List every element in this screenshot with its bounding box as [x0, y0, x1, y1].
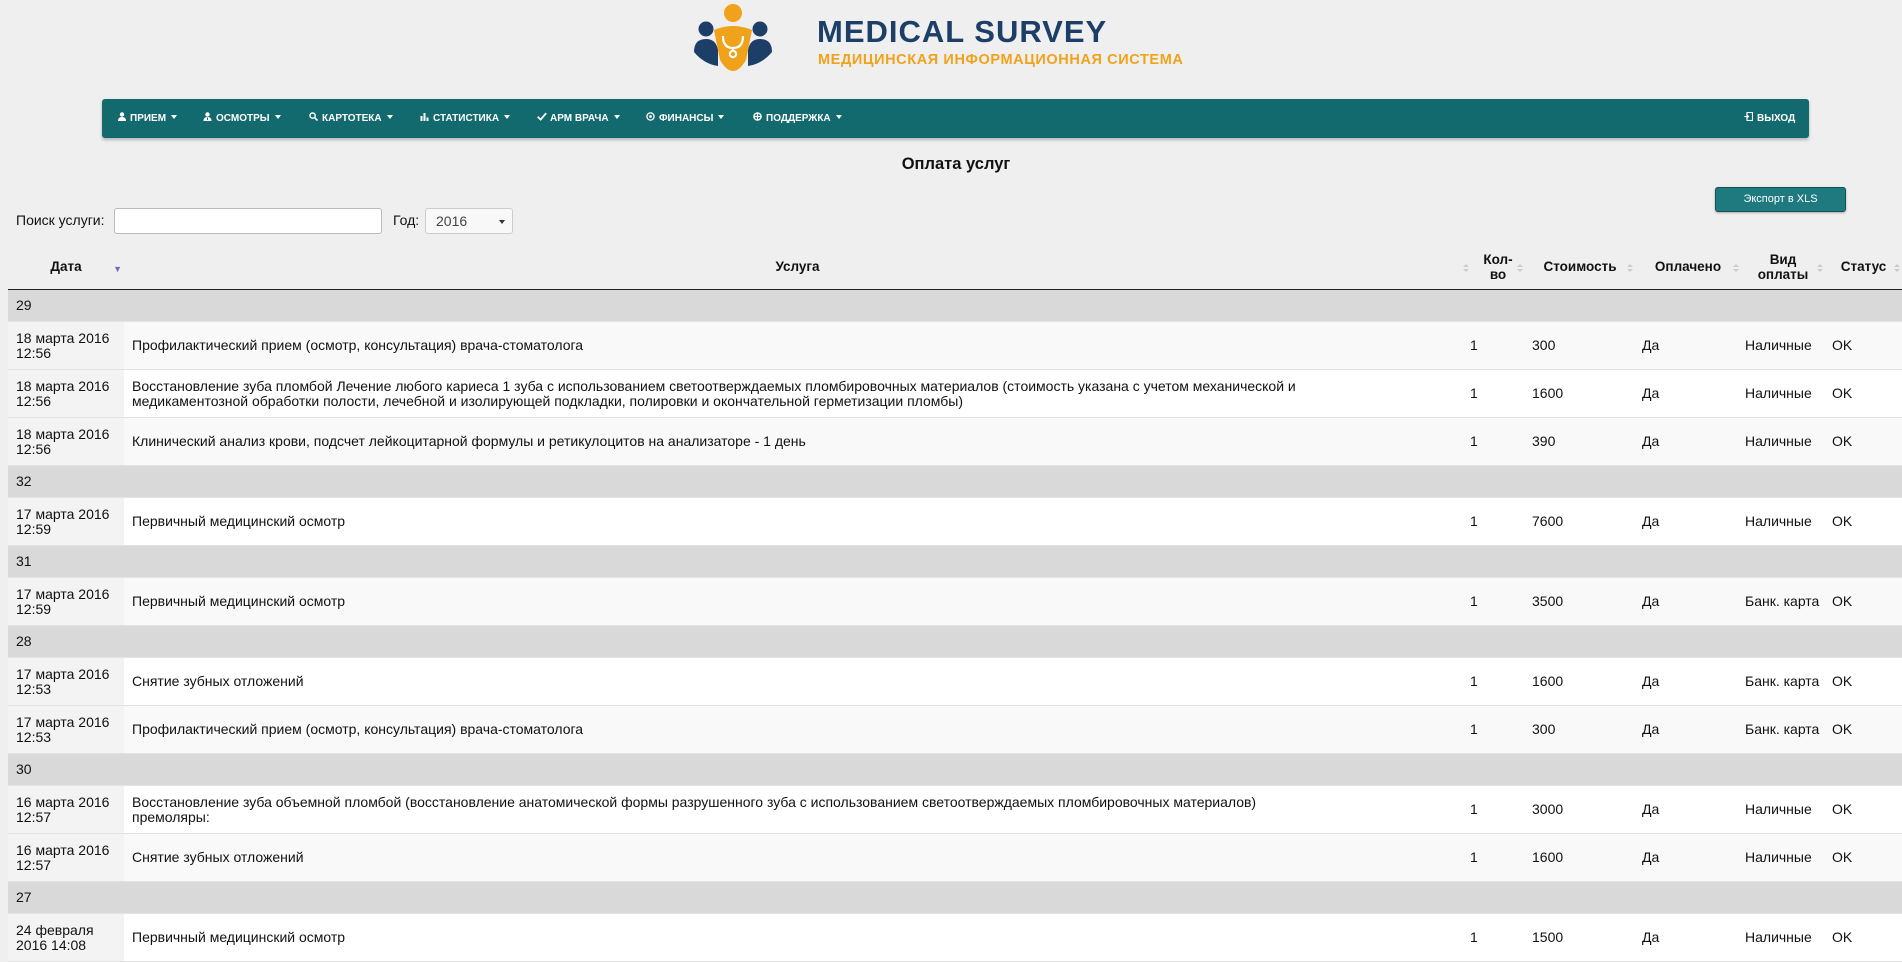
- cell-payment-type: Наличные: [1745, 849, 1812, 865]
- cell-service: Первичный медицинский осмотр: [132, 513, 346, 529]
- cell-service: Снятие зубных отложений: [132, 673, 304, 689]
- cell-service: Профилактический прием (осмотр, консультация) врача-стоматолога: [132, 337, 584, 353]
- cell-status: OK: [1832, 721, 1853, 737]
- search-icon: [308, 99, 319, 138]
- cell-date: 17 марта 2016 12:59: [8, 578, 124, 625]
- cell-paid: Да: [1642, 513, 1660, 529]
- group-row: 31: [8, 546, 1902, 578]
- search-label: Поиск услуги:: [16, 212, 105, 228]
- cell-date: 16 марта 2016 12:57: [8, 786, 124, 833]
- cell-payment-type: Банк. карта: [1745, 593, 1820, 609]
- logout-label: ВЫХОД: [1757, 113, 1796, 124]
- col-header-paid[interactable]: [1635, 244, 1741, 289]
- cell-status: OK: [1832, 801, 1853, 817]
- check-icon: [536, 99, 547, 138]
- cell-date: 17 марта 2016 12:53: [8, 706, 124, 753]
- page-title: Оплата услуг: [901, 155, 1011, 173]
- cell-paid: Да: [1642, 385, 1660, 401]
- cell-cost: 7600: [1532, 513, 1564, 529]
- nav-item-statistika[interactable]: [419, 99, 510, 138]
- table-row[interactable]: [8, 706, 1902, 754]
- cell-status: OK: [1832, 433, 1853, 449]
- cell-qty: 1: [1470, 721, 1478, 737]
- cell-service: Профилактический прием (осмотр, консультация) врача-стоматолога: [132, 721, 584, 737]
- cell-paid: Да: [1642, 337, 1660, 353]
- caret-down-icon: [718, 115, 724, 119]
- cell-date: 16 марта 2016 12:57: [8, 834, 124, 881]
- nav-item-priem[interactable]: [116, 99, 177, 138]
- cell-date: 17 марта 2016 12:59: [8, 498, 124, 545]
- service-search-input[interactable]: [114, 208, 382, 234]
- cell-payment-type: Банк. карта: [1745, 721, 1820, 737]
- col-header-cost[interactable]: [1525, 244, 1635, 289]
- nav-item-finansy[interactable]: [645, 99, 724, 138]
- col-header-status[interactable]: [1825, 244, 1902, 289]
- year-select[interactable]: [425, 208, 513, 234]
- cell-paid: Да: [1642, 801, 1660, 817]
- col-header-qty[interactable]: [1471, 244, 1525, 289]
- cell-qty: 1: [1470, 929, 1478, 945]
- cell-qty: 1: [1470, 801, 1478, 817]
- cell-service: Снятие зубных отложений: [132, 849, 304, 865]
- payments-table: [8, 244, 1902, 962]
- nav-label: КАРТОТЕКА: [322, 113, 382, 124]
- col-header-label: Стоимость: [1543, 259, 1617, 274]
- sort-desc-icon: ▼: [113, 264, 122, 274]
- nav-label: ПОДДЕРЖКА: [766, 113, 831, 124]
- doctor-icon: [202, 99, 213, 138]
- cell-qty: 1: [1470, 337, 1478, 353]
- cell-cost: 1500: [1532, 929, 1564, 945]
- main-navbar: [102, 99, 1809, 138]
- cell-date: 18 марта 2016 12:56: [8, 370, 124, 417]
- cell-paid: Да: [1642, 721, 1660, 737]
- cell-paid: Да: [1642, 673, 1660, 689]
- table-row[interactable]: [8, 914, 1902, 962]
- table-row[interactable]: [8, 578, 1902, 626]
- cell-paid: Да: [1642, 849, 1660, 865]
- table-row[interactable]: [8, 658, 1902, 706]
- cell-payment-type: Наличные: [1745, 513, 1812, 529]
- nav-item-podderzhka[interactable]: [752, 99, 842, 138]
- col-header-date[interactable]: [8, 244, 124, 289]
- group-row: 27: [8, 882, 1902, 914]
- caret-down-icon: [275, 115, 281, 119]
- user-icon: [116, 99, 127, 138]
- table-row[interactable]: [8, 834, 1902, 882]
- cell-status: OK: [1832, 849, 1853, 865]
- table-body: [8, 290, 1902, 962]
- cell-status: OK: [1832, 673, 1853, 689]
- group-row: 30: [8, 754, 1902, 786]
- lifebuoy-icon: [752, 99, 763, 138]
- cell-qty: 1: [1470, 385, 1478, 401]
- cell-status: OK: [1832, 385, 1853, 401]
- cell-status: OK: [1832, 593, 1853, 609]
- sort-icon: [1517, 264, 1523, 273]
- cell-service: Первичный медицинский осмотр: [132, 929, 346, 945]
- cell-service: Первичный медицинский осмотр: [132, 593, 346, 609]
- year-select-value: 2016: [436, 213, 468, 229]
- col-header-service[interactable]: [124, 244, 1471, 289]
- caret-down-icon: [387, 115, 393, 119]
- cell-payment-type: Наличные: [1745, 385, 1812, 401]
- cell-cost: 300: [1532, 337, 1556, 353]
- cell-payment-type: Наличные: [1745, 433, 1812, 449]
- cell-service: Восстановление зуба пломбой Лечение любого кариеса 1 зуба с использованием светоотверждаемых пломбировочных материалов (стоимость указана с учетом механической и медикаментозной обработки полости, лечебной и изолирующей подкладки, полировки и окончательной герметизации пломбы): [132, 377, 1296, 409]
- sort-icon: [1817, 264, 1823, 273]
- table-row[interactable]: [8, 498, 1902, 546]
- cell-cost: 390: [1532, 433, 1556, 449]
- cell-cost: 1600: [1532, 849, 1564, 865]
- caret-down-icon: [171, 115, 177, 119]
- cell-status: OK: [1832, 929, 1853, 945]
- table-row[interactable]: [8, 786, 1902, 834]
- year-label: Год:: [393, 212, 420, 228]
- col-header-label: Дата: [50, 259, 82, 274]
- cell-status: OK: [1832, 337, 1853, 353]
- medical-logo-icon: [692, 2, 774, 80]
- logout-icon: [1743, 99, 1754, 138]
- nav-label: ОСМОТРЫ: [216, 113, 270, 124]
- nav-label: ФИНАНСЫ: [659, 113, 714, 124]
- brand-name: MEDICAL SURVEY: [817, 14, 1108, 49]
- cell-service: Восстановление зуба объемной пломбой (восстановление анатомической формы разрушенного зуба с использованием светоотверждаемых пломбировочных материалов) премоляры:: [132, 793, 1257, 825]
- cell-service: Клинический анализ крови, подсчет лейкоцитарной формулы и ретикулоцитов на анализаторе - 1 день: [132, 433, 806, 449]
- cell-payment-type: Наличные: [1745, 801, 1812, 817]
- cell-payment-type: Наличные: [1745, 337, 1812, 353]
- cell-qty: 1: [1470, 673, 1478, 689]
- group-row: 29: [8, 290, 1902, 322]
- caret-down-icon: [614, 115, 620, 119]
- cell-date: 17 марта 2016 12:53: [8, 658, 124, 705]
- col-header-label: Оплачено: [1654, 259, 1722, 274]
- cell-cost: 300: [1532, 721, 1556, 737]
- nav-item-osmotry[interactable]: [202, 99, 281, 138]
- col-header-label: Вид оплаты: [1757, 251, 1809, 282]
- table-row[interactable]: [8, 370, 1902, 418]
- cell-status: OK: [1832, 513, 1853, 529]
- cell-date: 18 марта 2016 12:56: [8, 322, 124, 369]
- cell-cost: 3500: [1532, 593, 1564, 609]
- brand-tagline: МЕДИЦИНСКАЯ ИНФОРМАЦИОННАЯ СИСТЕМА: [818, 52, 1184, 68]
- col-header-label: Услуга: [775, 259, 820, 274]
- col-header-label: Кол-во: [1483, 251, 1513, 282]
- caret-down-icon: [836, 115, 842, 119]
- nav-item-arm-vracha[interactable]: [536, 99, 620, 138]
- site-logo[interactable]: [692, 2, 1232, 82]
- nav-item-kartoteka[interactable]: [308, 99, 393, 138]
- cell-paid: Да: [1642, 593, 1660, 609]
- select-arrow-icon: [499, 220, 505, 224]
- sort-icon: [1733, 264, 1739, 273]
- cell-payment-type: Банк. карта: [1745, 673, 1820, 689]
- cell-payment-type: Наличные: [1745, 929, 1812, 945]
- table-row[interactable]: [8, 418, 1902, 466]
- cell-paid: Да: [1642, 929, 1660, 945]
- col-header-payment-type[interactable]: [1741, 244, 1825, 289]
- sort-icon: [1463, 264, 1469, 273]
- sort-icon: [1627, 264, 1633, 273]
- group-row: 28: [8, 626, 1902, 658]
- sort-icon: [1894, 264, 1900, 273]
- caret-down-icon: [504, 115, 510, 119]
- cell-date: 24 февраля 2016 14:08: [8, 914, 124, 961]
- col-header-label: Статус: [1840, 259, 1887, 274]
- nav-label: СТАТИСТИКА: [433, 113, 500, 124]
- cell-qty: 1: [1470, 513, 1478, 529]
- nav-label: АРМ ВРАЧА: [550, 113, 609, 124]
- cell-qty: 1: [1470, 433, 1478, 449]
- table-row[interactable]: [8, 322, 1902, 370]
- bar-chart-icon: [419, 99, 430, 138]
- cell-paid: Да: [1642, 433, 1660, 449]
- cell-cost: 1600: [1532, 673, 1564, 689]
- logout-button[interactable]: [1743, 99, 1795, 138]
- nav-label: ПРИЕМ: [130, 113, 167, 124]
- cell-qty: 1: [1470, 849, 1478, 865]
- cell-date: 18 марта 2016 12:56: [8, 418, 124, 465]
- table-header: [8, 244, 1902, 290]
- cell-qty: 1: [1470, 593, 1478, 609]
- cell-cost: 3000: [1532, 801, 1564, 817]
- group-row: 32: [8, 466, 1902, 498]
- cell-cost: 1600: [1532, 385, 1564, 401]
- coin-icon: [645, 99, 656, 138]
- export-xls-button[interactable]: Экспорт в XLS: [1715, 187, 1846, 212]
